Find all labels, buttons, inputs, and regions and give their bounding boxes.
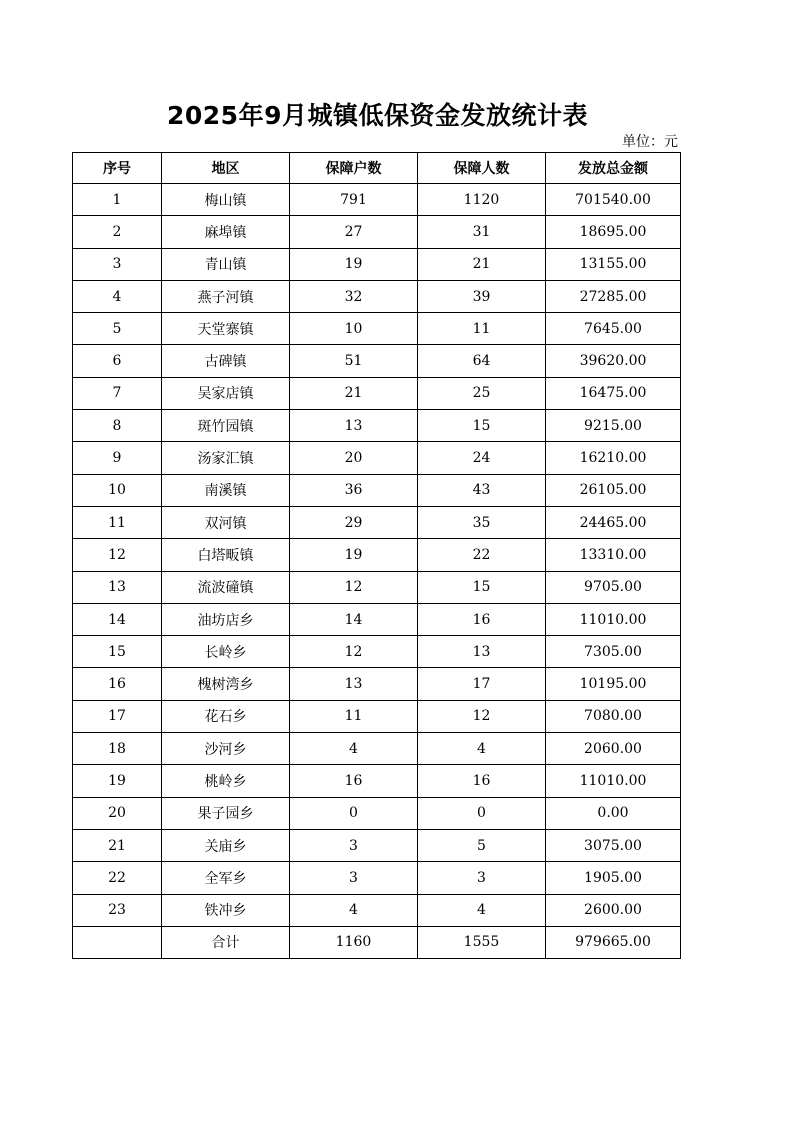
cell-persons: 39	[418, 280, 546, 312]
cell-amount: 24465.00	[546, 506, 681, 538]
cell-serial: 19	[73, 765, 162, 797]
cell-amount: 26105.00	[546, 474, 681, 506]
cell-amount: 0.00	[546, 797, 681, 829]
cell-serial: 9	[73, 442, 162, 474]
table-row	[73, 797, 681, 829]
table-row	[73, 571, 681, 603]
cell-amount: 9215.00	[546, 410, 681, 442]
cell-households: 19	[290, 539, 418, 571]
table-row	[73, 345, 681, 377]
cell-persons: 15	[418, 571, 546, 603]
header-households: 保障户数	[290, 153, 418, 184]
cell-serial: 12	[73, 539, 162, 571]
cell-serial: 5	[73, 313, 162, 345]
cell-persons: 4	[418, 733, 546, 765]
cell-persons: 43	[418, 474, 546, 506]
cell-amount: 16210.00	[546, 442, 681, 474]
cell-amount: 39620.00	[546, 345, 681, 377]
cell-serial: 8	[73, 410, 162, 442]
table-row	[73, 377, 681, 409]
cell-serial: 15	[73, 636, 162, 668]
cell-region: 果子园乡	[162, 797, 290, 829]
cell-serial: 16	[73, 668, 162, 700]
cell-serial: 4	[73, 280, 162, 312]
table-row	[73, 700, 681, 732]
cell-persons: 5	[418, 829, 546, 861]
cell-persons: 24	[418, 442, 546, 474]
cell-amount: 3075.00	[546, 829, 681, 861]
cell-amount: 16475.00	[546, 377, 681, 409]
unit-label: 单位：元	[622, 134, 678, 150]
cell-serial: 22	[73, 862, 162, 894]
cell-region: 天堂寨镇	[162, 313, 290, 345]
cell-region: 流波䃥镇	[162, 571, 290, 603]
cell-persons: 16	[418, 603, 546, 635]
cell-serial: 3	[73, 248, 162, 280]
cell-region: 古碑镇	[162, 345, 290, 377]
cell-region: 南溪镇	[162, 474, 290, 506]
cell-households: 11	[290, 700, 418, 732]
cell-amount: 18695.00	[546, 216, 681, 248]
cell-amount: 1905.00	[546, 862, 681, 894]
cell-serial: 13	[73, 571, 162, 603]
cell-amount: 7645.00	[546, 313, 681, 345]
cell-serial: 10	[73, 474, 162, 506]
cell-amount: 701540.00	[546, 184, 681, 216]
table-row	[73, 184, 681, 216]
table-row	[73, 636, 681, 668]
total-persons: 1555	[418, 926, 546, 958]
cell-households: 0	[290, 797, 418, 829]
cell-persons: 4	[418, 894, 546, 926]
cell-persons: 1120	[418, 184, 546, 216]
table-row	[73, 733, 681, 765]
cell-amount: 7305.00	[546, 636, 681, 668]
cell-households: 4	[290, 894, 418, 926]
table-row	[73, 442, 681, 474]
table-row	[73, 765, 681, 797]
cell-serial: 21	[73, 829, 162, 861]
cell-households: 12	[290, 571, 418, 603]
cell-region: 沙河乡	[162, 733, 290, 765]
cell-persons: 25	[418, 377, 546, 409]
cell-households: 14	[290, 603, 418, 635]
cell-amount: 13310.00	[546, 539, 681, 571]
cell-serial: 14	[73, 603, 162, 635]
cell-persons: 21	[418, 248, 546, 280]
cell-amount: 2600.00	[546, 894, 681, 926]
table-body	[73, 184, 681, 927]
cell-region: 铁冲乡	[162, 894, 290, 926]
cell-serial: 18	[73, 733, 162, 765]
cell-serial: 7	[73, 377, 162, 409]
cell-region: 槐树湾乡	[162, 668, 290, 700]
cell-serial: 23	[73, 894, 162, 926]
total-serial-cell	[73, 926, 162, 958]
cell-region: 花石乡	[162, 700, 290, 732]
cell-region: 斑竹园镇	[162, 410, 290, 442]
cell-households: 21	[290, 377, 418, 409]
cell-households: 10	[290, 313, 418, 345]
cell-serial: 6	[73, 345, 162, 377]
table-row	[73, 474, 681, 506]
total-amount: 979665.00	[546, 926, 681, 958]
cell-region: 青山镇	[162, 248, 290, 280]
cell-amount: 11010.00	[546, 765, 681, 797]
cell-region: 双河镇	[162, 506, 290, 538]
cell-households: 19	[290, 248, 418, 280]
cell-persons: 64	[418, 345, 546, 377]
cell-amount: 13155.00	[546, 248, 681, 280]
cell-households: 27	[290, 216, 418, 248]
table-header-row	[73, 153, 681, 184]
cell-persons: 17	[418, 668, 546, 700]
cell-serial: 11	[73, 506, 162, 538]
cell-region: 长岭乡	[162, 636, 290, 668]
page-title: 2025年9月城镇低保资金发放统计表	[167, 101, 588, 130]
cell-serial: 2	[73, 216, 162, 248]
header-serial: 序号	[73, 153, 162, 184]
cell-amount: 11010.00	[546, 603, 681, 635]
cell-households: 51	[290, 345, 418, 377]
cell-region: 燕子河镇	[162, 280, 290, 312]
header-persons: 保障人数	[418, 153, 546, 184]
cell-persons: 11	[418, 313, 546, 345]
cell-region: 梅山镇	[162, 184, 290, 216]
table-row	[73, 248, 681, 280]
cell-amount: 7080.00	[546, 700, 681, 732]
cell-serial: 1	[73, 184, 162, 216]
cell-serial: 20	[73, 797, 162, 829]
table-row	[73, 862, 681, 894]
cell-households: 16	[290, 765, 418, 797]
table-row	[73, 539, 681, 571]
statistics-table	[72, 152, 681, 959]
cell-households: 4	[290, 733, 418, 765]
cell-region: 汤家汇镇	[162, 442, 290, 474]
table-row	[73, 280, 681, 312]
cell-region: 油坊店乡	[162, 603, 290, 635]
cell-persons: 31	[418, 216, 546, 248]
cell-persons: 15	[418, 410, 546, 442]
cell-households: 36	[290, 474, 418, 506]
cell-households: 32	[290, 280, 418, 312]
table-row	[73, 313, 681, 345]
cell-persons: 0	[418, 797, 546, 829]
cell-persons: 3	[418, 862, 546, 894]
cell-households: 12	[290, 636, 418, 668]
table-row	[73, 216, 681, 248]
cell-households: 20	[290, 442, 418, 474]
header-region: 地区	[162, 153, 290, 184]
table-row	[73, 603, 681, 635]
cell-persons: 16	[418, 765, 546, 797]
cell-households: 29	[290, 506, 418, 538]
total-households: 1160	[290, 926, 418, 958]
cell-persons: 13	[418, 636, 546, 668]
table-row	[73, 829, 681, 861]
table-row	[73, 894, 681, 926]
cell-amount: 2060.00	[546, 733, 681, 765]
cell-households: 13	[290, 668, 418, 700]
cell-households: 3	[290, 829, 418, 861]
cell-amount: 9705.00	[546, 571, 681, 603]
cell-region: 全军乡	[162, 862, 290, 894]
header-amount: 发放总金额	[546, 153, 681, 184]
cell-amount: 27285.00	[546, 280, 681, 312]
total-label: 合计	[162, 926, 290, 958]
cell-amount: 10195.00	[546, 668, 681, 700]
cell-households: 13	[290, 410, 418, 442]
cell-region: 麻埠镇	[162, 216, 290, 248]
table-row	[73, 668, 681, 700]
cell-serial: 17	[73, 700, 162, 732]
cell-households: 3	[290, 862, 418, 894]
table-row	[73, 506, 681, 538]
cell-region: 桃岭乡	[162, 765, 290, 797]
cell-households: 791	[290, 184, 418, 216]
cell-region: 白塔畈镇	[162, 539, 290, 571]
table-row	[73, 410, 681, 442]
cell-persons: 22	[418, 539, 546, 571]
cell-persons: 35	[418, 506, 546, 538]
cell-region: 吴家店镇	[162, 377, 290, 409]
cell-persons: 12	[418, 700, 546, 732]
cell-region: 关庙乡	[162, 829, 290, 861]
total-row	[73, 926, 681, 958]
